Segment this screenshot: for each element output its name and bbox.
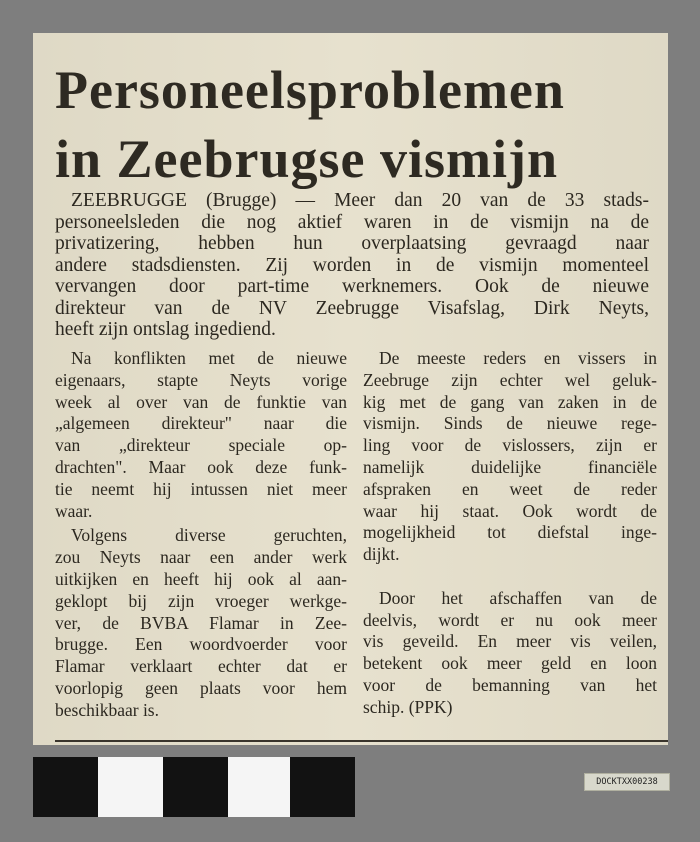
lead-line: privatizering, hebben hun overplaatsing gevraagd naar — [55, 233, 649, 254]
body-line: voorlopig geen plaats voor hem — [55, 677, 347, 698]
body-line: afspraken en weet de reder — [363, 478, 657, 499]
lead-line: andere stadsdiensten. Zij worden in de vismijn momenteel — [55, 254, 649, 276]
body-line: geklopt bij zijn vroeger werkge- — [55, 590, 347, 611]
body-line: drachten". Maar ook deze funk- — [55, 456, 347, 477]
body-line: van „direkteur speciale op- — [55, 435, 347, 456]
lead-line: ZEEBRUGGE (Brugge) — Meer dan 20 van de 33 stads- — [71, 190, 649, 211]
color-bar-black — [163, 757, 228, 817]
color-bar-black — [33, 757, 98, 817]
lead-paragraph — [55, 190, 649, 341]
body-line: uitkijken en heeft hij ook al aan- — [55, 568, 347, 589]
newspaper-clipping — [33, 33, 668, 745]
color-bar-white — [228, 757, 290, 817]
body-line: Volgens diverse geruchten, — [71, 525, 347, 546]
archive-label: DOCKTXX00238 — [584, 773, 670, 791]
body-line: beschikbaar is. — [55, 699, 159, 720]
body-line: voor de bemanning van het — [363, 674, 657, 695]
color-bar-white — [98, 757, 163, 817]
column-left — [55, 348, 347, 722]
body-line: zou Neyts naar een ander werk — [55, 547, 347, 568]
body-line: vis geveild. En meer vis veilen, — [363, 631, 657, 652]
body-line: week al over van de funktie van — [55, 391, 347, 412]
body-line: dijkt. — [363, 544, 400, 565]
body-line: schip. (PPK) — [363, 696, 453, 717]
body-line: waar. — [55, 500, 93, 521]
headline-line-2: in Zeebrugse vismijn — [55, 129, 559, 189]
lead-line: direkteur van de NV Zeebrugge Visafslag, Dirk Neyts, — [55, 297, 649, 319]
body-line: De meeste reders en vissers in — [379, 348, 657, 368]
body-line: brugge. Een woordvoerder voor — [55, 634, 347, 655]
body-line: Flamar verklaart echter dat er — [55, 656, 347, 677]
color-bar-black — [290, 757, 355, 817]
body-line: deelvis, wordt er nu ook meer — [363, 609, 657, 630]
body-line: ver, de BVBA Flamar in Zee- — [55, 612, 347, 633]
column-right — [363, 348, 657, 719]
headline-line-1: Personeelsproblemen — [55, 60, 565, 120]
body-line: betekent ook meer geld en loon — [363, 653, 657, 674]
body-line: Zeebruge zijn echter wel geluk- — [363, 369, 657, 390]
lead-line: vervangen door part-time werknemers. Ook de nieuwe — [55, 276, 649, 297]
body-line: Na konflikten met de nieuwe — [71, 348, 347, 368]
body-line: mogelijkheid tot diefstal inge- — [363, 522, 657, 543]
body-line: eigenaars, stapte Neyts vorige — [55, 369, 347, 390]
body-line: „algemeen direkteur" naar die — [55, 413, 347, 434]
lead-line: personeelsleden die nog aktief waren in de vismijn na de — [55, 211, 649, 233]
body-line: Door het afschaffen van de — [379, 587, 657, 608]
body-line: tie neemt hij intussen niet meer — [55, 478, 347, 499]
body-line: kig met de gang van zaken in de — [363, 391, 657, 412]
lead-line: heeft zijn ontslag ingediend. — [55, 319, 276, 340]
bottom-rule — [55, 740, 668, 742]
body-line: vismijn. Sinds de nieuwe rege- — [363, 413, 657, 434]
body-line: ling voor de vislossers, zijn er — [363, 435, 657, 456]
body-line: waar hij staat. Ook wordt de — [363, 500, 657, 521]
body-line: namelijk duidelijke financiële — [363, 456, 657, 477]
